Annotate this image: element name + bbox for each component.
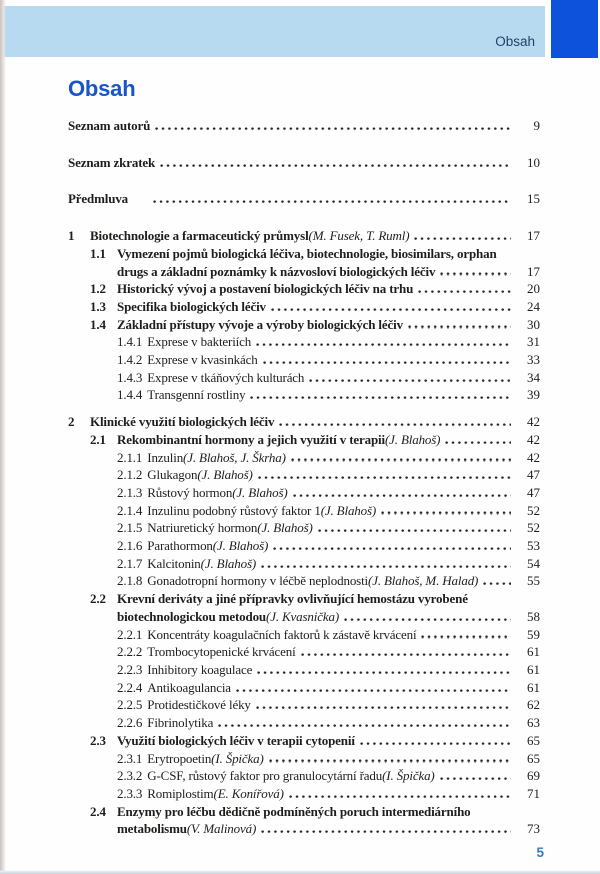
dot-leader (360, 742, 511, 745)
entry-last-line (117, 298, 540, 316)
dot-leader (445, 441, 511, 444)
entry-body (90, 227, 540, 245)
header-bar-label: Obsah (495, 34, 535, 49)
entry-text: (M. Fusek, T. Ruml) (308, 228, 410, 244)
toc-entry (90, 280, 540, 298)
dot-leader (256, 706, 511, 709)
entry-body (117, 502, 540, 520)
entry-text: Inhibitory koagulace (147, 661, 253, 677)
entry-number: 2.1.2 (117, 467, 143, 483)
entry-page-number: 65 (527, 750, 540, 766)
dot-leader (344, 618, 511, 621)
entry-page-number: 69 (527, 768, 540, 784)
entry-line (117, 803, 540, 821)
entry-number: 2.3.2 (117, 768, 143, 784)
entry-page-number: 58 (527, 608, 540, 624)
entry-number: 2.3.1 (117, 750, 143, 766)
entry-last-line (117, 555, 540, 573)
entry-body (117, 298, 540, 316)
entry-last-line (90, 413, 540, 431)
entry-number: 2.1.6 (117, 538, 143, 554)
entry-page-number: 52 (527, 520, 540, 536)
entry-number: 2.2.2 (117, 644, 143, 660)
entry-number: 2.2.5 (117, 697, 143, 713)
dot-leader (381, 511, 511, 514)
entry-page-number: 59 (527, 626, 540, 642)
dot-leader (261, 565, 511, 568)
entry-body (90, 413, 540, 431)
dot-leader (256, 343, 511, 346)
entry-text: (J. Blahoš, J. Škrha) (183, 449, 286, 465)
entry-number: 2.1.4 (117, 502, 143, 518)
bottom-page-edge (0, 870, 600, 874)
entry-text: Romiplostim (147, 785, 214, 801)
toc-entry (68, 117, 540, 135)
entry-text: Inzulin (147, 449, 184, 465)
entry-last-line (117, 679, 540, 697)
dot-leader (250, 396, 511, 399)
entry-last-line (90, 227, 540, 245)
entry-last-line (117, 316, 540, 334)
entry-page-number: 55 (527, 573, 540, 589)
entry-last-line (117, 351, 540, 369)
toc-entry (117, 351, 540, 369)
entry-text: Vymezení pojmů biologická léčiva, biotechnologie, biosimilars, orphan (117, 245, 497, 261)
entry-page-number: 34 (527, 369, 540, 385)
dot-leader (289, 795, 511, 798)
entry-page-number: 47 (527, 484, 540, 500)
entry-number: 1.4.2 (117, 352, 143, 368)
entry-text: Základní přístupy vývoje a výroby biologických léčiv (117, 316, 403, 332)
entry-last-line (117, 369, 540, 387)
dot-leader (263, 361, 511, 364)
toc-entry (117, 333, 540, 351)
entry-last-line (117, 608, 540, 626)
entry-text: (J. Blahoš) (197, 467, 253, 483)
entry-last-line (117, 732, 540, 750)
entry-text: Erytropoetin (147, 750, 212, 766)
entry-text: Koncentráty koagulačních faktorů k zástavě krvácení (147, 626, 417, 642)
entry-text: Parathormon (147, 538, 213, 554)
entry-last-line (117, 661, 540, 679)
entry-body (117, 626, 540, 644)
entry-last-line (68, 154, 540, 172)
entry-body (117, 714, 540, 732)
entry-last-line (117, 386, 540, 404)
page-title: Obsah (68, 76, 136, 101)
entry-last-line (117, 263, 540, 281)
entry-text: Inzulinu podobný růstový faktor 1 (147, 502, 321, 518)
toc-entry (90, 590, 540, 625)
entry-number: 2.3.3 (117, 785, 143, 801)
entry-last-line (117, 714, 540, 732)
entry-page-number: 30 (527, 316, 540, 332)
toc-entry (117, 484, 540, 502)
entry-page-number: 47 (527, 467, 540, 483)
entry-last-line (117, 449, 540, 467)
entry-text: Růstový hormon (147, 484, 233, 500)
entry-text: Rekombinantní hormony a jejich využití v terapii (117, 431, 385, 447)
entry-body (117, 484, 540, 502)
entry-number: 1 (68, 228, 75, 244)
entry-page-number: 42 (527, 449, 540, 465)
entry-body (117, 767, 540, 785)
entry-body (68, 117, 540, 135)
toc-entry (68, 190, 540, 208)
entry-body (68, 190, 540, 208)
entry-body (117, 732, 540, 750)
dot-leader (418, 290, 511, 293)
toc-entry (117, 572, 540, 590)
entry-page-number: 17 (527, 263, 540, 279)
entry-text: Gonadotropní hormony v léčbě neplodnosti (147, 573, 369, 589)
entry-number: 1.2 (90, 281, 106, 297)
toc-entry (68, 227, 540, 245)
entry-number: 2.1.5 (117, 520, 143, 536)
dot-leader (293, 494, 511, 497)
entry-number: 1.4.4 (117, 387, 143, 403)
entry-last-line (117, 767, 540, 785)
toc-entry (117, 386, 540, 404)
toc-entry (117, 696, 540, 714)
dot-leader (155, 127, 511, 130)
entry-text: drugs a základní poznámky k názvosloví biologických léčiv (117, 263, 436, 279)
entry-text: Kalcitonin (147, 555, 201, 571)
dot-leader (273, 547, 511, 550)
entry-number: 2.1.7 (117, 555, 143, 571)
entry-last-line (117, 537, 540, 555)
entry-text: Natriuretický hormon (147, 520, 258, 536)
entry-line (117, 590, 540, 608)
entry-body (117, 466, 540, 484)
entry-text: (E. Konířová) (213, 785, 284, 801)
entry-page-number: 61 (527, 679, 540, 695)
footer-page-number: 5 (536, 845, 544, 860)
entry-number: 1.4.3 (117, 369, 143, 385)
entry-number: 2.2.3 (117, 661, 143, 677)
entry-number: 2.3 (90, 732, 106, 748)
entry-last-line (117, 484, 540, 502)
entry-number: 2.1.3 (117, 484, 143, 500)
entry-body (117, 555, 540, 573)
entry-page-number: 31 (527, 334, 540, 350)
toc-entry (90, 732, 540, 750)
dot-leader (258, 476, 511, 479)
entry-body (68, 154, 540, 172)
entry-body (117, 679, 540, 697)
entry-text: Fibrinolytika (147, 715, 214, 731)
dot-leader (414, 237, 511, 240)
entry-page-number: 65 (527, 732, 540, 748)
entry-text: Exprese v kvasinkách (147, 352, 258, 368)
entry-body (117, 280, 540, 298)
entry-number: 2.1 (90, 431, 106, 447)
dot-leader (236, 689, 511, 692)
dot-leader (440, 777, 511, 780)
toc-entry (117, 449, 540, 467)
entry-text: Předmluva (68, 191, 129, 207)
toc-entry (117, 785, 540, 803)
entry-number: 2.2.6 (117, 715, 143, 731)
entry-body (117, 803, 540, 838)
entry-text: (J. Blahoš) (232, 484, 288, 500)
entry-body (117, 519, 540, 537)
entry-page-number: 61 (527, 644, 540, 660)
entry-last-line (117, 431, 540, 449)
toc-entry (117, 767, 540, 785)
entry-page-number: 53 (527, 538, 540, 554)
entry-last-line (117, 750, 540, 768)
content-column (68, 0, 540, 838)
entry-text: Krevní deriváty a jiné přípravky ovlivňující hemostázu vyrobené (117, 591, 468, 607)
entry-text: G-CSF, růstový faktor pro granulocytární řadu (147, 768, 383, 784)
entry-text: (J. Blahoš) (257, 520, 313, 536)
entry-page-number: 33 (527, 352, 540, 368)
entry-last-line (117, 502, 540, 520)
entry-page-number: 42 (527, 414, 540, 430)
toc-entry (117, 466, 540, 484)
entry-last-line (117, 280, 540, 298)
entry-text: Využití biologických léčiv v terapii cytopenií (117, 732, 355, 748)
entry-text: Seznam autorů (68, 118, 151, 133)
toc-entry (68, 154, 540, 172)
entry-text: (J. Kvasnička) (266, 608, 339, 624)
entry-text: (I. Špička) (382, 768, 435, 784)
dot-leader (160, 164, 511, 167)
entry-page-number: 24 (527, 298, 540, 314)
entry-text: (J. Blahoš) (200, 555, 257, 571)
entry-number: 2.2.1 (117, 626, 143, 642)
dot-leader (291, 458, 511, 461)
toc-entry (117, 661, 540, 679)
entry-body (117, 750, 540, 768)
entry-text: (J. Blahoš) (384, 431, 441, 447)
entry-last-line (117, 785, 540, 803)
entry-body (117, 431, 540, 449)
entry-last-line (68, 117, 540, 135)
entry-body (117, 245, 540, 280)
entry-text: Specifika biologických léčiv (117, 298, 266, 314)
entry-page-number: 17 (527, 228, 540, 244)
toc-entry (117, 750, 540, 768)
entry-page-number: 9 (533, 118, 540, 133)
entry-page-number: 63 (527, 715, 540, 731)
dot-leader (257, 671, 511, 674)
entry-text: Seznam zkratek (68, 154, 156, 170)
dot-leader (153, 200, 511, 203)
entry-body (117, 643, 540, 661)
entry-last-line (117, 820, 540, 838)
dot-leader (421, 635, 511, 638)
entry-last-line (117, 572, 540, 590)
dot-leader (269, 759, 511, 762)
entry-number: 2.1.8 (117, 573, 143, 589)
entry-body (117, 785, 540, 803)
entry-body (117, 449, 540, 467)
entry-page-number: 15 (527, 191, 540, 207)
entry-last-line (117, 696, 540, 714)
toc-entry (117, 643, 540, 661)
dot-leader (261, 830, 511, 833)
entry-line (117, 245, 540, 263)
entry-text: Biotechnologie a farmaceutický průmysl (90, 228, 309, 244)
dot-leader (408, 325, 511, 328)
entry-number: 2.4 (90, 803, 106, 819)
entry-page-number: 42 (527, 431, 540, 447)
left-page-edge (0, 0, 6, 874)
toc-entry (117, 537, 540, 555)
entry-last-line (117, 519, 540, 537)
entry-page-number: 62 (527, 697, 540, 713)
entry-body (117, 386, 540, 404)
entry-number: 1.3 (90, 298, 106, 314)
entry-text: Klinické využití biologických léčiv (90, 414, 275, 430)
entry-last-line (117, 643, 540, 661)
entry-body (117, 572, 540, 590)
entry-last-line (117, 333, 540, 351)
entry-last-line (117, 466, 540, 484)
entry-body (117, 537, 540, 555)
entry-text: (J. Blahoš) (320, 502, 377, 518)
entry-body (117, 351, 540, 369)
entry-number: 2.2 (90, 591, 106, 607)
entry-text: (I. Špička) (211, 750, 264, 766)
toc-entry (90, 803, 540, 838)
entry-page-number: 73 (527, 821, 540, 837)
entry-text: (J. Blahoš) (212, 538, 269, 554)
toc-entry (117, 626, 540, 644)
entry-text: Trombocytopenické krvácení (147, 644, 296, 660)
dot-leader (279, 423, 511, 426)
entry-text: Exprese v tkáňových kulturách (147, 369, 305, 385)
dot-leader (309, 379, 511, 382)
entry-last-line (68, 190, 540, 208)
entry-text: Protidestičkové léky (147, 697, 251, 713)
toc-entry (117, 502, 540, 520)
entry-number: 1.4 (90, 316, 106, 332)
entry-text: metabolismu (117, 821, 187, 837)
entry-text: Enzymy pro léčbu dědičně podmíněných poruch intermediárního (117, 803, 471, 819)
entry-text: Transgenní rostliny (147, 387, 246, 403)
entry-page-number: 71 (527, 785, 540, 801)
entry-body (117, 696, 540, 714)
entry-body (117, 316, 540, 334)
toc-entry (117, 679, 540, 697)
corner-square (551, 0, 598, 58)
entry-body (117, 369, 540, 387)
dot-leader (483, 582, 511, 585)
entry-page-number: 61 (527, 661, 540, 677)
entry-body (117, 590, 540, 625)
entry-number: 1.1 (90, 245, 106, 261)
entry-number: 1.4.1 (117, 334, 143, 350)
toc-entry (90, 431, 540, 449)
entry-number: 2.1.1 (117, 449, 143, 465)
dot-leader (440, 272, 511, 275)
toc-entry (117, 369, 540, 387)
toc-entry (90, 245, 540, 280)
entry-body (117, 661, 540, 679)
entry-last-line (117, 626, 540, 644)
entry-text: Antikoagulancia (147, 679, 231, 695)
entry-text: Exprese v bakteriích (147, 334, 252, 350)
entry-text: Glukagon (147, 467, 198, 483)
toc-entry (117, 714, 540, 732)
toc-entry (117, 555, 540, 573)
dot-leader (318, 529, 511, 532)
entry-body (117, 333, 540, 351)
entry-text: (V. Malinová) (186, 821, 257, 837)
entry-text: Historický vývoj a postavení biologických léčiv na trhu (117, 281, 414, 297)
toc-entry (117, 519, 540, 537)
dot-leader (218, 724, 511, 727)
entry-number: 2.2.4 (117, 679, 143, 695)
toc-entry (68, 413, 540, 431)
dot-leader (271, 308, 511, 311)
dot-leader (301, 653, 511, 656)
toc-entry (90, 298, 540, 316)
entry-page-number: 20 (527, 281, 540, 297)
entry-page-number: 39 (527, 387, 540, 403)
entry-text: (J. Blahoš, M. Halad) (368, 573, 479, 589)
entry-page-number: 54 (527, 555, 540, 571)
entry-page-number: 10 (527, 154, 540, 170)
toc-entry (90, 316, 540, 334)
entry-text: biotechnologickou metodou (117, 608, 267, 624)
entry-number: 2 (68, 414, 75, 430)
entry-page-number: 52 (527, 502, 540, 518)
toc-list (68, 117, 540, 838)
